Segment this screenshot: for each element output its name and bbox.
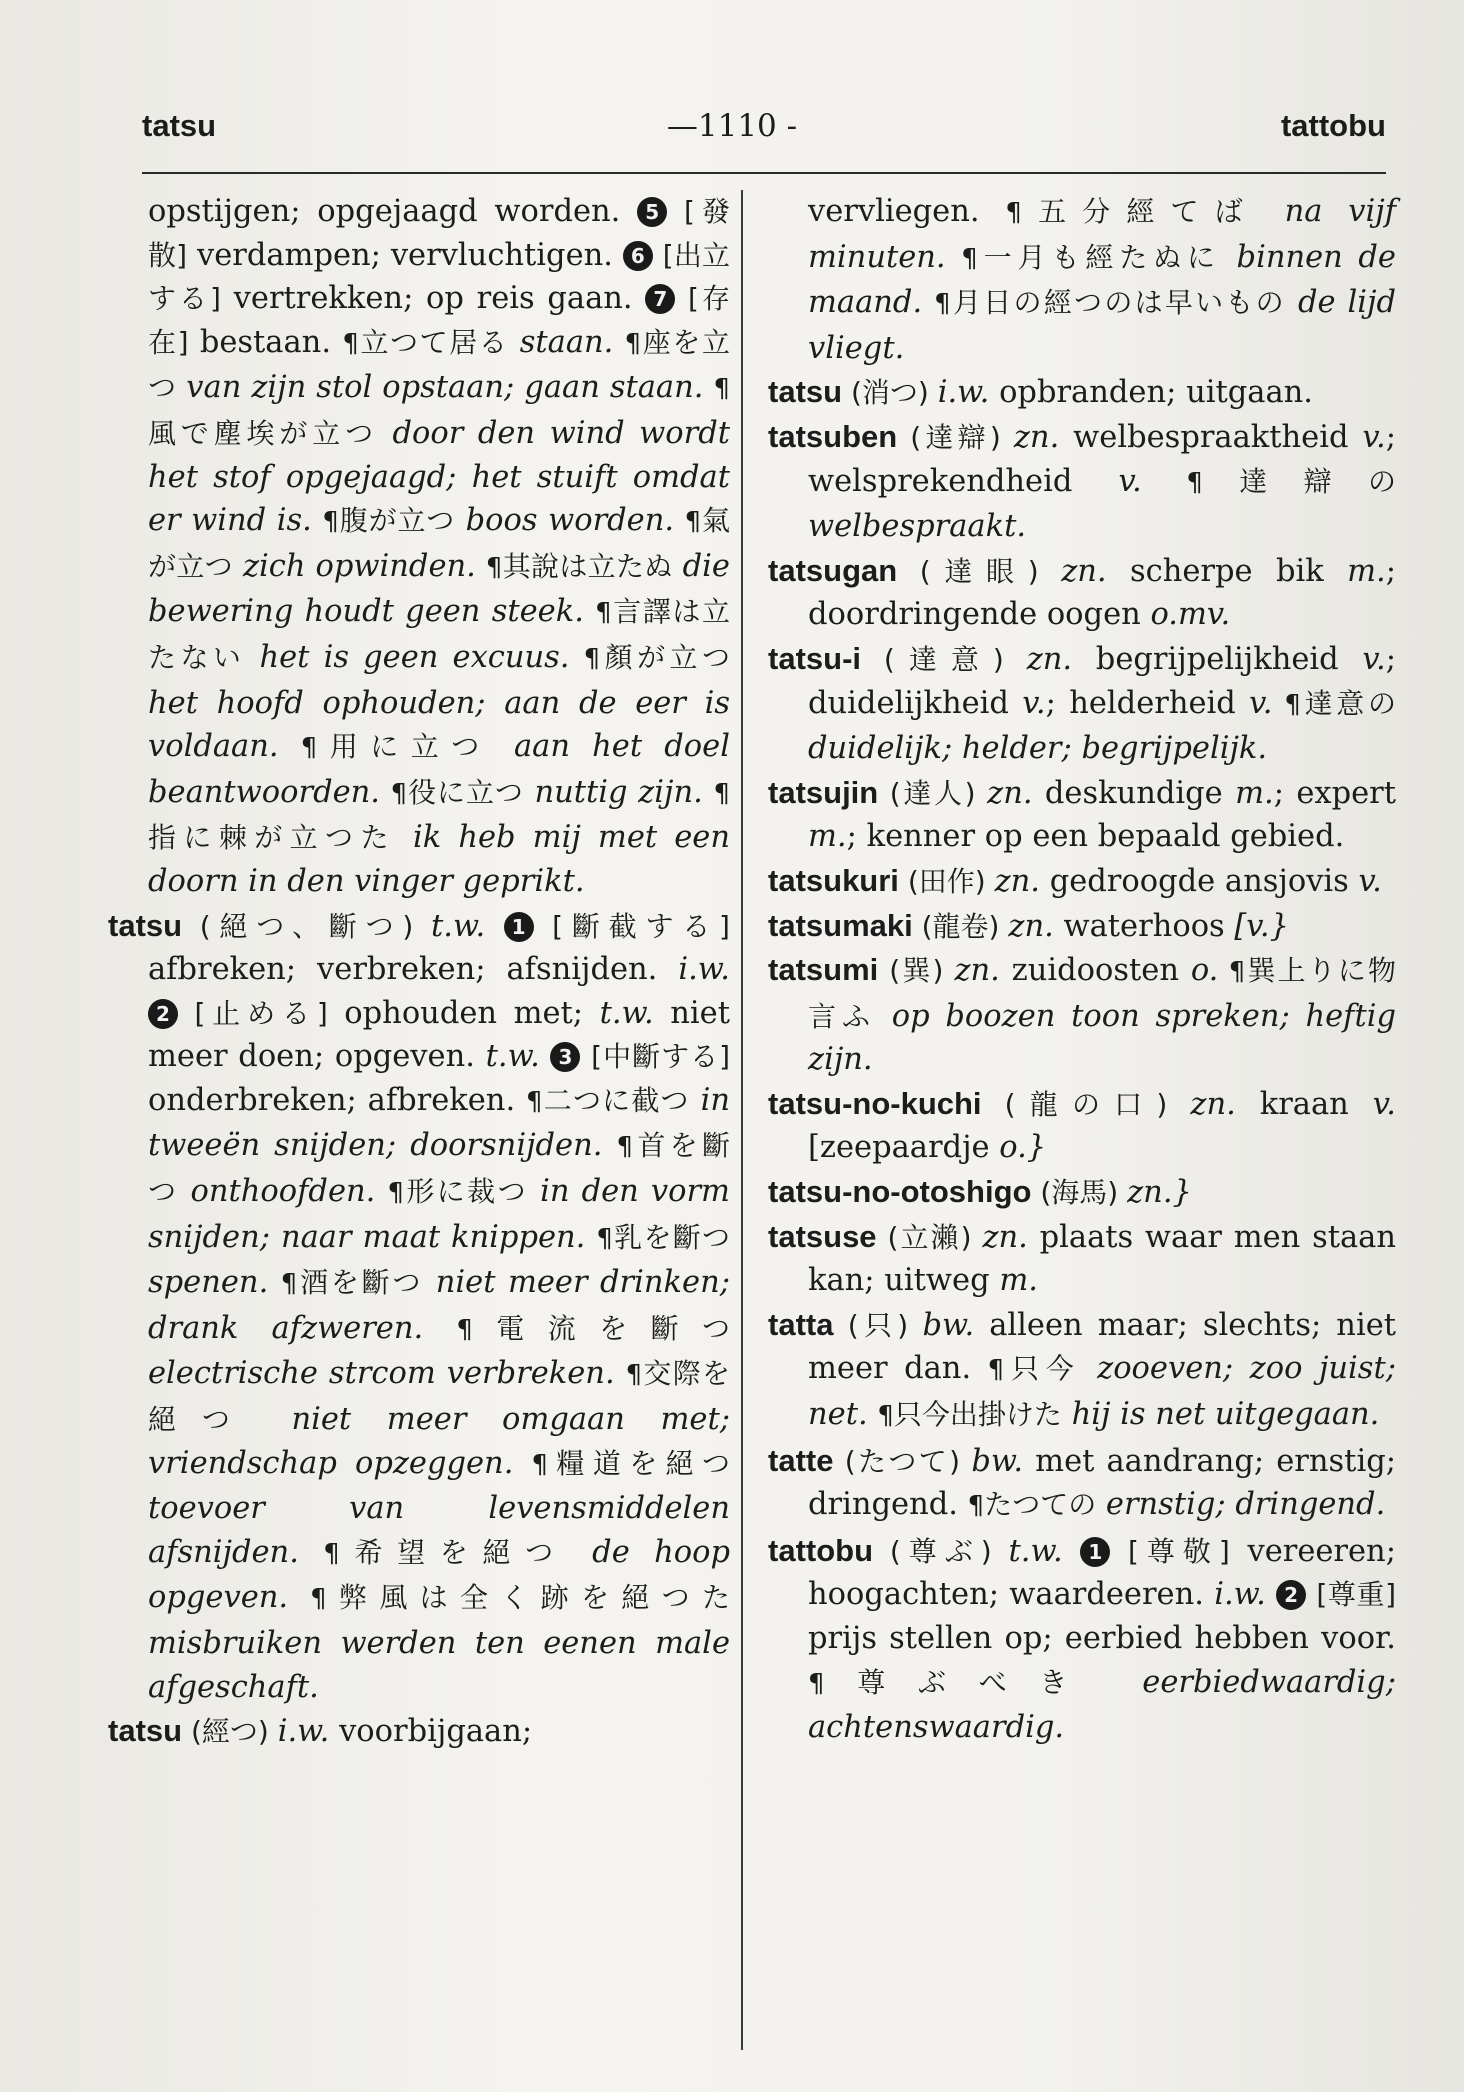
kanji-form: (巽) xyxy=(878,954,955,988)
header-rule xyxy=(142,172,1386,174)
example-translation: na vijf minuten. xyxy=(808,194,1397,275)
kanji-form: (立瀨) xyxy=(876,1220,983,1254)
gender-marker: v. xyxy=(1372,1086,1396,1122)
gender-marker: m. xyxy=(808,819,847,855)
example-japanese: 二つに截つ xyxy=(542,1083,690,1117)
headword: tatsujin xyxy=(768,774,879,810)
part-of-speech: zn. xyxy=(1013,419,1060,455)
sense-number: 6 xyxy=(623,241,653,271)
example-japanese: 一月も經たぬに xyxy=(977,240,1221,274)
pilcrow: ¶ xyxy=(808,1668,825,1699)
example-japanese: 形に裁つ xyxy=(403,1175,528,1209)
gender-marker: o.mv. xyxy=(1150,597,1231,633)
pilcrow: ¶ xyxy=(987,1355,1005,1386)
pilcrow: ¶ xyxy=(583,643,601,674)
entry-tatsumaki xyxy=(768,904,1396,949)
example-translation: misbruiken werden ten eenen male afgeschaft. xyxy=(148,1626,730,1705)
example-japanese: 月日の經つのは早いもの xyxy=(950,286,1286,320)
pilcrow: ¶ xyxy=(713,778,730,809)
definition-text: verdampen; vervluchtigen. xyxy=(187,237,623,273)
headword: tatsu-no-kuchi xyxy=(768,1085,982,1121)
kanji-form: (達意) xyxy=(861,642,1027,676)
pilcrow: ¶ xyxy=(1005,198,1022,228)
kanji-form: (達辯) xyxy=(897,420,1014,454)
right-column xyxy=(768,190,1396,1750)
part-of-speech: t.w. xyxy=(431,908,486,944)
kanji-form: (消つ) xyxy=(842,376,938,410)
part-of-speech: bw. xyxy=(971,1443,1024,1479)
example-translation: die bewering houdt geen steek. xyxy=(148,548,730,630)
part-of-speech: zn. xyxy=(1008,908,1054,944)
example-translation: staan. xyxy=(508,324,625,360)
example-japanese: 酒を斷つ xyxy=(297,1266,424,1300)
example-translation: boos worden. xyxy=(455,503,685,539)
kanji-form: (尊ぶ) xyxy=(873,1534,1009,1568)
kanji-form: (海馬) xyxy=(1031,1176,1128,1210)
part-of-speech: t.w. xyxy=(599,995,654,1031)
example-translation: welbespraakt. xyxy=(808,509,1027,545)
part-of-speech: zn. xyxy=(954,953,1000,989)
kanji-form: (たつて) xyxy=(833,1444,972,1478)
pilcrow: ¶ xyxy=(342,328,359,359)
definition-text: [zeepaardje xyxy=(808,1130,1000,1166)
entry-tatsu-no-kuchi xyxy=(768,1082,1396,1170)
example-japanese: 達辯の xyxy=(1202,464,1396,498)
example-japanese: 其說は立たぬ xyxy=(502,549,673,583)
part-of-speech: zn. xyxy=(1026,641,1073,677)
gender-marker: o. xyxy=(1190,953,1219,989)
entry-tatsu-pass xyxy=(108,1709,730,1754)
example-translation: ernstig; dringend. xyxy=(1096,1487,1386,1523)
gender-marker: m. xyxy=(1347,553,1386,589)
definition-text: opbranden; uitgaan. xyxy=(989,375,1313,411)
pilcrow: ¶ xyxy=(390,778,408,809)
entry-tatsugan xyxy=(768,549,1396,637)
example-translation: aan het doel beantwoorden. xyxy=(148,729,730,810)
kanji-gloss: [尊重] xyxy=(1316,1578,1396,1612)
definition-text: ; doordringende oogen xyxy=(808,553,1396,633)
pilcrow: ¶ xyxy=(624,328,642,359)
example-japanese: 役に立つ xyxy=(407,775,524,809)
definition-text: met aandrang; ernstig; dringend. xyxy=(808,1443,1396,1523)
example-translation: onthoofden. xyxy=(178,1174,388,1210)
headword: tatta xyxy=(768,1306,834,1342)
example-japanese: 首を斷つ xyxy=(148,1129,730,1209)
part-of-speech: i.w. xyxy=(937,375,990,411)
gender-marker: o.} xyxy=(999,1130,1047,1166)
definition-text: kraan xyxy=(1235,1086,1373,1122)
definition-text: ; expert xyxy=(1273,775,1396,811)
headword: tatte xyxy=(768,1442,834,1478)
part-of-speech: i.w. xyxy=(678,952,730,988)
kanji-form: (田作) xyxy=(898,864,995,898)
definition-text: opstijgen; opgejaagd worden. xyxy=(148,194,621,229)
pilcrow: ¶ xyxy=(1272,689,1301,720)
gender-marker: v. xyxy=(1249,685,1273,721)
sense-number: 7 xyxy=(645,284,675,314)
pilcrow: ¶ xyxy=(322,507,339,538)
pilcrow: ¶ xyxy=(485,552,503,583)
kanji-form: (只) xyxy=(833,1308,923,1342)
pilcrow: ¶ xyxy=(1218,957,1246,988)
definition-text: welbespraaktheid xyxy=(1059,419,1363,455)
example-japanese: たつての xyxy=(984,1488,1097,1522)
sense-number: 2 xyxy=(148,999,178,1029)
gender-marker: m. xyxy=(999,1263,1038,1299)
example-japanese: 座を立つ xyxy=(148,325,730,405)
example-translation: het hoofd ophouden; aan de eer is voldaan. xyxy=(148,685,730,765)
part-of-speech: t.w. xyxy=(485,1039,540,1075)
pilcrow: ¶ xyxy=(961,243,978,274)
header-left-guide-word: tatsu xyxy=(142,108,217,143)
example-translation: electrische strcom verbreken. xyxy=(148,1356,626,1392)
part-of-speech: i.w. xyxy=(277,1714,330,1750)
kanji-form: (達眼) xyxy=(897,554,1062,588)
headword: tatsu-i xyxy=(768,640,861,676)
sense-number: 2 xyxy=(1276,1580,1306,1610)
example-translation: binnen de maand. xyxy=(808,239,1396,321)
part-of-speech: zn. xyxy=(982,1219,1028,1255)
definition-text: zuidoosten xyxy=(999,953,1191,989)
headword: tatsu xyxy=(768,374,843,410)
example-japanese: 立つて居る xyxy=(358,325,509,359)
gender-marker: v. xyxy=(1362,419,1386,455)
gender-marker: [v.} xyxy=(1234,908,1290,944)
headword: tatsu-no-otoshigo xyxy=(768,1174,1032,1210)
example-translation: niet meer omgaan met; vriendschap opzeggen. xyxy=(148,1402,730,1481)
example-japanese: 希望を絕つ xyxy=(339,1535,568,1569)
example-translation: in tweeën snijden; doorsnijden. xyxy=(148,1082,730,1164)
sense-number: 1 xyxy=(504,912,534,942)
example-japanese: 指に棘が立つた xyxy=(148,821,396,855)
left-column xyxy=(108,190,730,1754)
kanji-form: (絕つ、斷つ) xyxy=(182,909,431,943)
gender-marker: v. xyxy=(1118,463,1142,499)
example-translation: de hoop opgeven. xyxy=(148,1534,730,1616)
definition-text: ophouden met; xyxy=(327,995,600,1031)
kanji-gloss: [尊敬] xyxy=(1128,1534,1230,1568)
example-japanese: 氣が立つ xyxy=(148,504,730,583)
headword: tattobu xyxy=(768,1532,874,1568)
kanji-gloss: [止める] xyxy=(194,996,328,1030)
part-of-speech: zn.} xyxy=(1127,1175,1192,1211)
example-translation: eerbiedwaardig; achtenswaardig. xyxy=(808,1664,1396,1746)
entry-tatsu-no-otoshigo xyxy=(768,1170,1396,1215)
column-divider xyxy=(741,190,743,2050)
kanji-gloss: [發散] xyxy=(148,195,730,272)
pilcrow: ¶ xyxy=(967,1491,985,1522)
entry-continuation xyxy=(108,190,730,904)
example-translation: duidelijk; helder; begrijpelijk. xyxy=(808,731,1268,767)
entry-tattobu xyxy=(768,1529,1396,1750)
definition-text: ; helderheid xyxy=(1045,685,1250,721)
definition-text: gedroogde ansjovis xyxy=(1040,863,1359,899)
pilcrow: ¶ xyxy=(595,598,612,629)
pilcrow: ¶ xyxy=(526,1086,543,1117)
entry-tatte xyxy=(768,1439,1396,1529)
gender-marker: v. xyxy=(1362,641,1386,677)
definition-text: onderbreken; afbreken. xyxy=(148,1082,527,1118)
pilcrow: ¶ xyxy=(877,1401,894,1432)
entry-tatsuben xyxy=(768,415,1396,549)
definition-text: ; kenner op een bepaald gebied. xyxy=(846,819,1345,855)
example-japanese: 糧道を絕つ xyxy=(548,1446,730,1480)
example-translation: nuttig zijn. xyxy=(523,774,714,810)
example-japanese: 乳を斷つ xyxy=(612,1220,730,1254)
entry-tatsu-cut xyxy=(108,904,730,1710)
entry-tatsuse xyxy=(768,1215,1396,1303)
headword: tatsumaki xyxy=(768,907,913,943)
pilcrow: ¶ xyxy=(280,1269,298,1300)
definition-text: voorbijgaan; xyxy=(329,1714,533,1750)
definition-text: ; welsprekendheid xyxy=(808,419,1396,499)
entry-tatta xyxy=(768,1303,1396,1439)
pilcrow: ¶ xyxy=(310,1584,327,1615)
example-japanese: 只今出掛けた xyxy=(893,1398,1062,1432)
example-japanese: 腹が立つ xyxy=(338,504,456,538)
example-japanese: 達意の xyxy=(1300,686,1396,720)
example-japanese: 巽上りに物言ふ xyxy=(808,954,1396,1033)
entry-tatsu-extinguish xyxy=(768,370,1396,415)
example-japanese: 只今 xyxy=(1004,1352,1081,1386)
pilcrow: ¶ xyxy=(625,1360,643,1391)
part-of-speech: zn. xyxy=(1190,1086,1236,1122)
kanji-gloss: [存在] xyxy=(148,282,730,359)
kanji-gloss: [中斷する] xyxy=(591,1040,731,1074)
example-translation: toevoer van levensmiddelen afsnijden. xyxy=(148,1491,730,1570)
headword: tatsuben xyxy=(768,418,898,454)
definition-text: vervliegen. xyxy=(808,194,1006,229)
definition-text: deskundige xyxy=(1032,775,1236,811)
kanji-gloss: [斷截する] xyxy=(552,909,730,943)
entry-tatsumi xyxy=(768,948,1396,1082)
example-japanese: 顏が立つ xyxy=(600,640,730,674)
pilcrow: ¶ xyxy=(300,733,318,764)
definition-text: waterhoos xyxy=(1053,908,1235,944)
entry-tatsujin xyxy=(768,771,1396,859)
example-japanese: 電流を斷つ xyxy=(472,1311,730,1345)
example-translation: ik heb mij met een doorn in den vinger geprikt. xyxy=(148,820,730,899)
pilcrow: ¶ xyxy=(531,1449,549,1480)
definition-text: bestaan. xyxy=(188,324,343,360)
gender-marker: v. xyxy=(1022,685,1046,721)
definition-text: scherpe bik xyxy=(1106,553,1348,589)
definition-text: ; duidelijkheid xyxy=(808,641,1396,721)
definition-text: afbreken; verbreken; afsnijden. xyxy=(148,952,679,988)
definition-text: alleen maar; slechts; niet meer dan. xyxy=(808,1307,1397,1387)
entry-continuation xyxy=(768,190,1396,370)
pilcrow: ¶ xyxy=(713,374,730,405)
example-japanese: 言譯は立たない xyxy=(148,595,730,674)
kanji-form: (達人) xyxy=(878,776,988,810)
example-japanese: 尊ぶべき xyxy=(824,1665,1100,1699)
example-translation: op boozen toon spreken; heftig zijn. xyxy=(808,998,1396,1078)
pilcrow: ¶ xyxy=(456,1314,473,1345)
pilcrow: ¶ xyxy=(616,1132,634,1163)
pilcrow: ¶ xyxy=(684,507,702,538)
headword: tatsugan xyxy=(768,552,898,588)
entry-tatsukuri xyxy=(768,859,1396,904)
part-of-speech: t.w. xyxy=(1008,1533,1063,1569)
example-translation: zich opwinden. xyxy=(232,548,486,584)
sense-number: 3 xyxy=(550,1042,580,1072)
example-translation: door den wind wordt het stof opgejaagd; het stuift omdat er wind is. xyxy=(148,415,730,539)
headword: tatsu xyxy=(108,907,183,943)
kanji-gloss: [出立する] xyxy=(148,238,730,316)
definition-text: niet meer doen; opgeven. xyxy=(148,995,730,1075)
definition-text: vereeren; hoogachten; waardeeren. xyxy=(808,1533,1396,1613)
example-translation: zooeven; zoo juist; net. xyxy=(808,1351,1396,1433)
pilcrow: ¶ xyxy=(934,289,951,320)
entry-tatsu-i xyxy=(768,637,1396,771)
sense-number: 1 xyxy=(1080,1537,1110,1567)
definition-text: begrijpelijkheid xyxy=(1072,641,1363,677)
part-of-speech: bw. xyxy=(922,1307,975,1343)
part-of-speech: i.w. xyxy=(1214,1577,1266,1613)
headword: tatsuse xyxy=(768,1218,877,1254)
example-japanese: 風で塵埃が立つ xyxy=(148,416,378,450)
definition-text: prijs stellen op; eerbied hebben voor. xyxy=(808,1621,1396,1656)
example-translation: het is geen excuus. xyxy=(245,639,584,675)
page-number: —1110 - xyxy=(666,108,798,144)
example-translation: in den vorm snijden; naar maat knippen. xyxy=(148,1174,730,1255)
example-japanese: 弊風は全く跡を絕つた xyxy=(326,1581,730,1615)
kanji-form: (龍の口) xyxy=(981,1087,1191,1121)
header-right-guide-word: tattobu xyxy=(1280,108,1386,143)
example-translation: hij is net uitgegaan. xyxy=(1061,1397,1380,1433)
example-translation: van zijn stol opstaan; gaan staan. xyxy=(176,370,714,406)
example-japanese: 五分經てば xyxy=(1021,195,1259,228)
headword: tatsukuri xyxy=(768,862,899,898)
example-translation: spenen. xyxy=(148,1265,281,1301)
part-of-speech: zn. xyxy=(987,775,1033,811)
definition-text: plaats waar men staan kan; uitweg xyxy=(808,1219,1396,1299)
example-translation: de lijd vliegt. xyxy=(808,285,1396,366)
example-japanese: 用に立つ xyxy=(317,730,492,764)
example-translation: niet meer drinken; drank afzweren. xyxy=(148,1265,730,1346)
headword: tatsu xyxy=(108,1713,183,1749)
part-of-speech: zn. xyxy=(1061,553,1107,589)
kanji-form: (經つ) xyxy=(182,1715,278,1749)
headword: tatsumi xyxy=(768,952,879,988)
pilcrow: ¶ xyxy=(596,1223,613,1254)
sense-number: 5 xyxy=(637,197,667,227)
example-japanese: 交際を絕つ xyxy=(148,1357,730,1437)
pilcrow: ¶ xyxy=(1141,467,1203,498)
pilcrow: ¶ xyxy=(323,1538,340,1569)
pilcrow: ¶ xyxy=(387,1178,404,1209)
part-of-speech: zn. xyxy=(994,863,1040,899)
definition-text: vertrekken; op reis gaan. xyxy=(220,281,646,317)
kanji-form: (龍卷) xyxy=(912,909,1009,943)
gender-marker: m. xyxy=(1235,775,1274,811)
gender-marker: v. xyxy=(1358,863,1382,899)
